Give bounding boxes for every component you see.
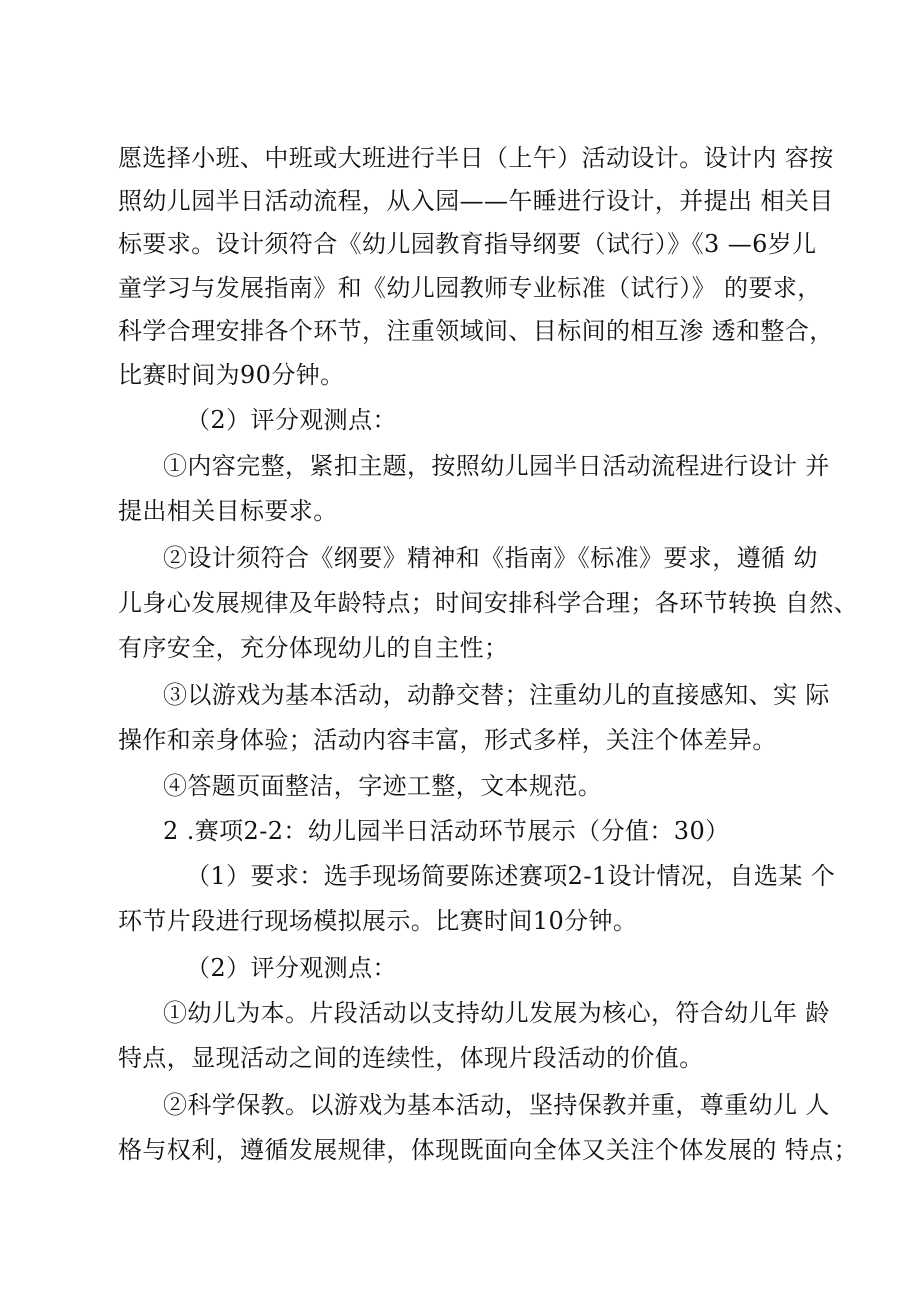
body-line: 标要求。设计须符合《幼儿园教育指导纲要（试行）》《3 —6岁儿 xyxy=(118,230,817,258)
section-heading: （2）评分观测点： xyxy=(186,954,397,982)
body-line: 照幼儿园半日活动流程，从入园——午睡进行设计，并提出 相关目 xyxy=(118,187,834,215)
section-heading: 2 .赛项2-2：幼儿园半日活动环节展示（分值：30） xyxy=(163,817,730,845)
body-line: 科学合理安排各个环节，注重领域间、目标间的相互渗 透和整合， xyxy=(118,317,834,345)
body-line: ①内容完整，紧扣主题，按照幼儿园半日活动流程进行设计 并 xyxy=(163,452,830,480)
body-line: ①幼儿为本。片段活动以支持幼儿发展为核心，符合幼儿年 龄 xyxy=(163,999,830,1027)
body-line: 童学习与发展指南》和《幼儿园教师专业标准（试行）》 的要求， xyxy=(118,274,822,302)
body-line: 环节片段进行现场模拟展示。比赛时间10分钟。 xyxy=(118,907,638,935)
section-heading: （2）评分观测点： xyxy=(186,406,397,434)
body-line: （1）要求：选手现场简要陈述赛项2-1设计情况，自选某 个 xyxy=(186,862,836,890)
body-line: ②科学保教。以游戏为基本活动，坚持保教并重，尊重幼儿 人 xyxy=(163,1091,830,1119)
body-line: 格与权利，遵循发展规律，体现既面向全体又关注个体发展的 特点； xyxy=(118,1136,859,1164)
body-line: ④答题页面整洁，字迹工整，文本规范。 xyxy=(163,772,603,800)
body-line: 特点，显现活动之间的连续性，体现片段活动的价值。 xyxy=(118,1044,704,1072)
body-line: 愿选择小班、中班或大班进行半日（上午）活动设计。设计内 容按 xyxy=(118,144,834,172)
body-line: 比赛时间为90分钟。 xyxy=(118,361,345,389)
body-line: ②设计须符合《纲要》精神和《指南》《标准》要求，遵循 幼 xyxy=(163,544,818,572)
body-line: 儿身心发展规律及年龄特点；时间安排科学合理；各环节转换 自然、 xyxy=(118,589,859,617)
body-line: ③以游戏为基本活动，动静交替；注重幼儿的直接感知、实 际 xyxy=(163,681,830,709)
body-line: 提出相关目标要求。 xyxy=(118,497,338,525)
body-line: 操作和亲身体验；活动内容丰富，形式多样，关注个体差异。 xyxy=(118,726,777,754)
body-line: 有序安全，充分体现幼儿的自主性； xyxy=(118,634,509,662)
